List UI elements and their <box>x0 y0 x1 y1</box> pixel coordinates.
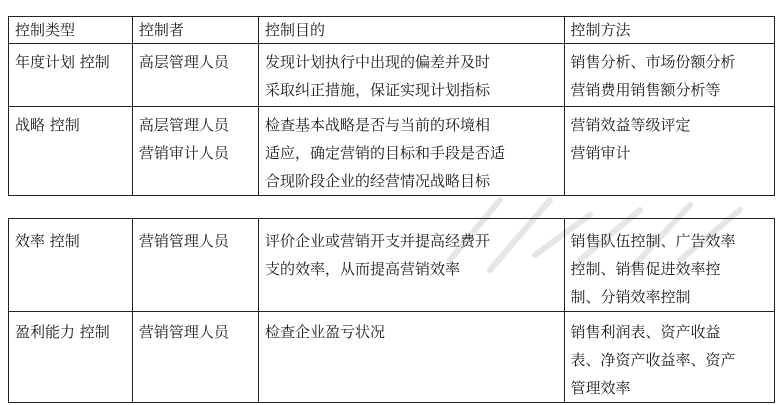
table-row-profitability <box>9 312 775 403</box>
cell-controller <box>132 107 258 196</box>
cell-line: 检查基本战略是否与当前的环境相 <box>264 116 490 134</box>
cell-line: 采取纠正措施，保证实现计划指标 <box>264 81 490 99</box>
cell-line: 管理效率 <box>570 379 631 397</box>
cell-line: 营销管理人员 <box>138 323 229 341</box>
cell-line: 营销审计 <box>570 144 631 162</box>
cell-method <box>564 44 774 107</box>
cell-line: 盈利能力 控制 <box>15 323 110 341</box>
cell-controller <box>132 44 258 107</box>
cell-controller <box>132 219 258 312</box>
table-row-annual-plan <box>9 44 775 107</box>
cell-line: 控制、销售促进效率控 <box>570 260 721 278</box>
cell-line: 适应，确定营销的目标和手段是否适 <box>264 144 505 162</box>
cell-line: 效率 控制 <box>15 232 80 250</box>
cell-type <box>9 107 133 196</box>
table-header-row <box>9 17 775 44</box>
cell-method <box>564 219 774 312</box>
cell-line: 合现阶段企业的经营情况战略目标 <box>264 172 490 190</box>
cell-line: 营销效益等级评定 <box>570 116 691 134</box>
cell-line: 表、净资产收益率、资产 <box>570 351 736 369</box>
cell-line: 年度计划 控制 <box>15 53 110 71</box>
header-cell-method: 控制方法 <box>564 17 774 44</box>
cell-purpose <box>258 44 564 107</box>
cell-type <box>9 219 133 312</box>
cell-line: 制、分销效率控制 <box>570 288 691 306</box>
cell-line: 销售队伍控制、广告效率 <box>570 232 736 250</box>
cell-line: 战略 控制 <box>15 116 80 134</box>
cell-line: 评价企业或营销开支并提高经费开 <box>264 232 490 250</box>
cell-line: 高层管理人员 <box>138 53 229 71</box>
cell-line: 检查企业盈亏状况 <box>264 323 385 341</box>
table-row-efficiency <box>9 219 775 312</box>
cell-purpose <box>258 107 564 196</box>
cell-line: 销售分析、市场份额分析 <box>570 53 736 71</box>
cell-method <box>564 312 774 403</box>
header-cell-controller: 控制者 <box>132 17 258 44</box>
cell-type <box>9 312 133 403</box>
table-row-strategy <box>9 107 775 196</box>
cell-method <box>564 107 774 196</box>
cell-line: 支的效率，从而提高营销效率 <box>264 260 460 278</box>
control-table-part-1 <box>8 16 775 196</box>
cell-line: 营销费用销售额分析等 <box>570 81 721 99</box>
cell-purpose <box>258 219 564 312</box>
cell-line: 营销管理人员 <box>138 232 229 250</box>
cell-line: 高层管理人员 <box>138 116 229 134</box>
header-cell-type: 控制类型 <box>9 17 133 44</box>
cell-line: 发现计划执行中出现的偏差并及时 <box>264 53 490 71</box>
cell-line: 营销审计人员 <box>138 144 229 162</box>
control-table-part-2 <box>8 218 775 403</box>
cell-controller <box>132 312 258 403</box>
header-cell-purpose: 控制目的 <box>258 17 564 44</box>
cell-purpose <box>258 312 564 403</box>
cell-line: 销售利润表、资产收益 <box>570 323 721 341</box>
cell-type <box>9 44 133 107</box>
